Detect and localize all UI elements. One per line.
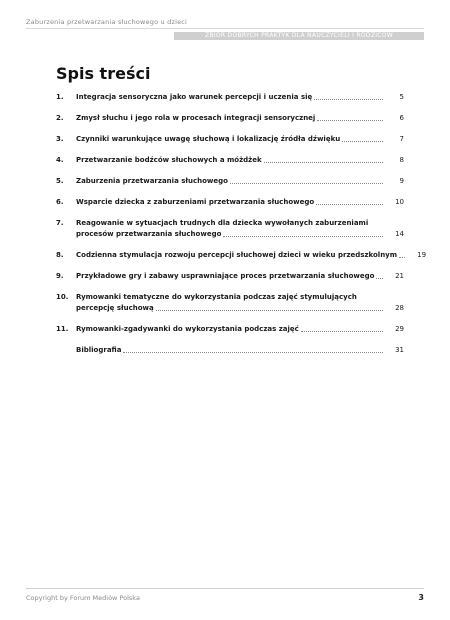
page-footer xyxy=(26,588,424,608)
toc-entry[interactable] xyxy=(56,176,404,187)
toc-entry-title: Integracja sensoryczna jako warunek percepcji i uczenia się xyxy=(76,93,313,101)
toc-entry-page: 6 xyxy=(399,114,404,122)
toc-entry[interactable] xyxy=(56,271,404,282)
toc-entry-title: Zmysł słuchu i jego rola w procesach integracji sensorycznej xyxy=(76,114,316,122)
toc-entry-number: 5. xyxy=(56,177,64,185)
toc-entry-page: 7 xyxy=(399,135,404,143)
toc-entry-last-line xyxy=(76,271,404,282)
toc-entry-page: 9 xyxy=(399,177,404,185)
toc-entry[interactable] xyxy=(56,218,404,240)
toc-dot-leader xyxy=(314,99,383,100)
toc-entry-number: 10. xyxy=(56,293,69,301)
toc-entry-number: 6. xyxy=(56,198,64,206)
toc-entry-last-line xyxy=(76,92,404,103)
toc-entry-last-line xyxy=(76,134,404,145)
running-header xyxy=(26,18,424,44)
toc-entry[interactable] xyxy=(56,92,404,103)
toc-entry-number: 2. xyxy=(56,114,64,122)
toc-entry-body xyxy=(76,345,404,356)
header-rule xyxy=(26,28,424,29)
toc-entry-title-line: Rymowanki tematyczne do wykorzystania podczas zajęć stymulujących xyxy=(76,293,357,301)
toc-entry-title: Bibliografia xyxy=(76,346,122,354)
toc-entry[interactable] xyxy=(56,345,404,356)
toc-entry-body xyxy=(76,92,404,103)
toc-entry-number: 9. xyxy=(56,272,64,280)
toc-dot-leader xyxy=(316,204,383,205)
toc-entry-number: 7. xyxy=(56,219,64,227)
toc-entry[interactable] xyxy=(56,113,404,124)
toc-entry[interactable] xyxy=(56,155,404,166)
toc-dot-leader xyxy=(342,141,383,142)
toc-entry-page: 14 xyxy=(395,230,404,238)
header-band: ZBIÓR DOBRYCH PRAKTYK DLA NAUCZYCIELI I RODZICÓW xyxy=(174,32,424,40)
toc-dot-leader xyxy=(317,120,383,121)
toc-entry-number: 11. xyxy=(56,325,69,333)
toc-entry-number: 4. xyxy=(56,156,64,164)
toc-entry-body xyxy=(76,155,404,166)
toc-dot-leader xyxy=(230,183,383,184)
toc-entry-body xyxy=(76,292,404,314)
toc-entry[interactable] xyxy=(56,197,404,208)
toc-entry[interactable] xyxy=(56,292,404,314)
toc-entry-page: 31 xyxy=(395,346,404,354)
toc-entry-last-line xyxy=(76,197,404,208)
toc-entry[interactable] xyxy=(56,134,404,145)
toc-entry-number xyxy=(56,345,76,356)
footer-rule xyxy=(26,588,424,589)
toc-entry-title: Wsparcie dziecka z zaburzeniami przetwarzania słuchowego xyxy=(76,198,315,206)
toc-entry-body xyxy=(76,197,404,208)
running-title: Zaburzenia przetwarzania słuchowego u dzieci xyxy=(26,18,188,26)
toc-entry-title: Codzienna stymulacja rozwoju percepcji słuchowej dzieci w wieku przedszkolnym xyxy=(76,251,398,259)
toc-entry-title: Przetwarzanie bodźców słuchowych a móżdżek xyxy=(76,156,262,164)
toc-dot-leader xyxy=(301,331,383,332)
toc-entry-title: Czynniki warunkujące uwagę słuchową i lokalizację źródła dźwięku xyxy=(76,135,341,143)
toc-entry-last-line xyxy=(76,345,404,356)
toc-entry-title: Zaburzenia przetwarzania słuchowego xyxy=(76,177,228,185)
toc-entry-number: 8. xyxy=(56,251,64,259)
toc-entry-last-line xyxy=(76,229,404,240)
toc-entry-number: 1. xyxy=(56,93,64,101)
toc-dot-leader xyxy=(156,310,383,311)
toc-entry-page: 21 xyxy=(395,272,404,280)
toc-dot-leader xyxy=(376,278,383,279)
toc-entry-page: 29 xyxy=(395,325,404,333)
toc-entry-title: procesów przetwarzania słuchowego xyxy=(76,230,222,238)
toc-entry-last-line xyxy=(76,113,404,124)
toc-entry[interactable] xyxy=(56,324,404,335)
toc-entry-last-line xyxy=(76,176,404,187)
page-title: Spis treści xyxy=(56,64,151,83)
toc-entry-page: 19 xyxy=(417,251,427,259)
toc-entry-body xyxy=(76,250,427,261)
toc-entry-body xyxy=(76,176,404,187)
toc-entry-last-line xyxy=(76,324,404,335)
toc-entry-page: 8 xyxy=(399,156,404,164)
toc-entry-page: 28 xyxy=(395,304,404,312)
toc-dot-leader xyxy=(264,162,383,163)
toc-entry-body xyxy=(76,271,404,282)
toc-entry-title: Rymowanki-zgadywanki do wykorzystania podczas zajęć xyxy=(76,325,299,333)
toc-dot-leader xyxy=(223,236,383,237)
toc-dot-leader xyxy=(123,352,383,353)
footer-copyright: Copyright by Forum Mediów Polska xyxy=(26,594,140,602)
toc-entry-body xyxy=(76,218,404,240)
toc-entry-body xyxy=(76,134,404,145)
toc-entry-last-line xyxy=(76,155,404,166)
footer-page-number: 3 xyxy=(418,593,424,602)
toc-entry-body xyxy=(76,324,404,335)
toc-entry-number: 3. xyxy=(56,135,64,143)
toc-entry-last-line xyxy=(76,303,404,314)
toc-entry-page: 5 xyxy=(399,93,404,101)
toc-entry-title: Przykładowe gry i zabawy usprawniające proces przetwarzania słuchowego xyxy=(76,272,375,280)
toc-entry-title-line: Reagowanie w sytuacjach trudnych dla dziecka wywołanych zaburzeniami xyxy=(76,219,369,227)
table-of-contents xyxy=(56,92,427,366)
toc-entry-title: percepcję słuchową xyxy=(76,304,154,312)
toc-entry-last-line xyxy=(76,250,427,261)
toc-entry[interactable] xyxy=(56,250,427,261)
toc-entry-page: 10 xyxy=(395,198,404,206)
toc-entry-body xyxy=(76,113,404,124)
toc-dot-leader xyxy=(399,257,405,258)
